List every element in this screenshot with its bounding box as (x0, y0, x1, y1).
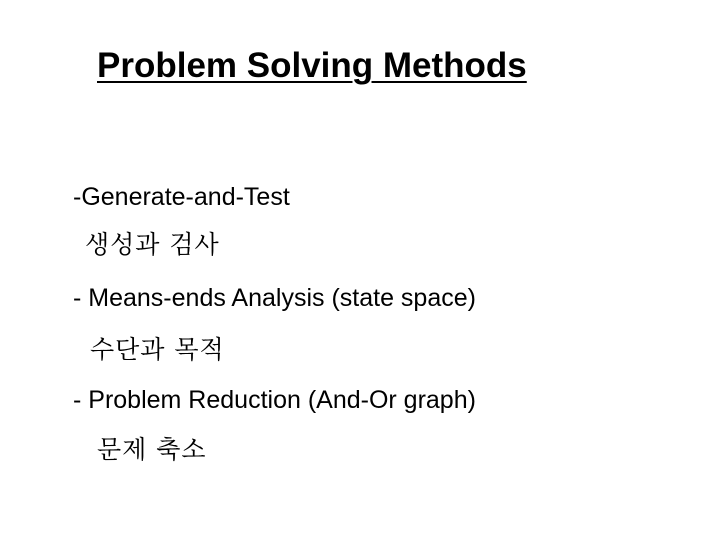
method-item-generate-and-test-korean: 생성과 검사 (85, 230, 220, 259)
method-item-generate-and-test: -Generate-and-Test (73, 183, 290, 211)
slide-title: Problem Solving Methods (97, 46, 527, 85)
method-item-means-ends-analysis: - Means-ends Analysis (state space) (73, 284, 476, 312)
method-item-problem-reduction-korean: 문제 축소 (97, 435, 207, 464)
method-item-problem-reduction: - Problem Reduction (And-Or graph) (73, 386, 476, 414)
method-item-means-ends-analysis-korean: 수단과 목적 (90, 335, 225, 364)
